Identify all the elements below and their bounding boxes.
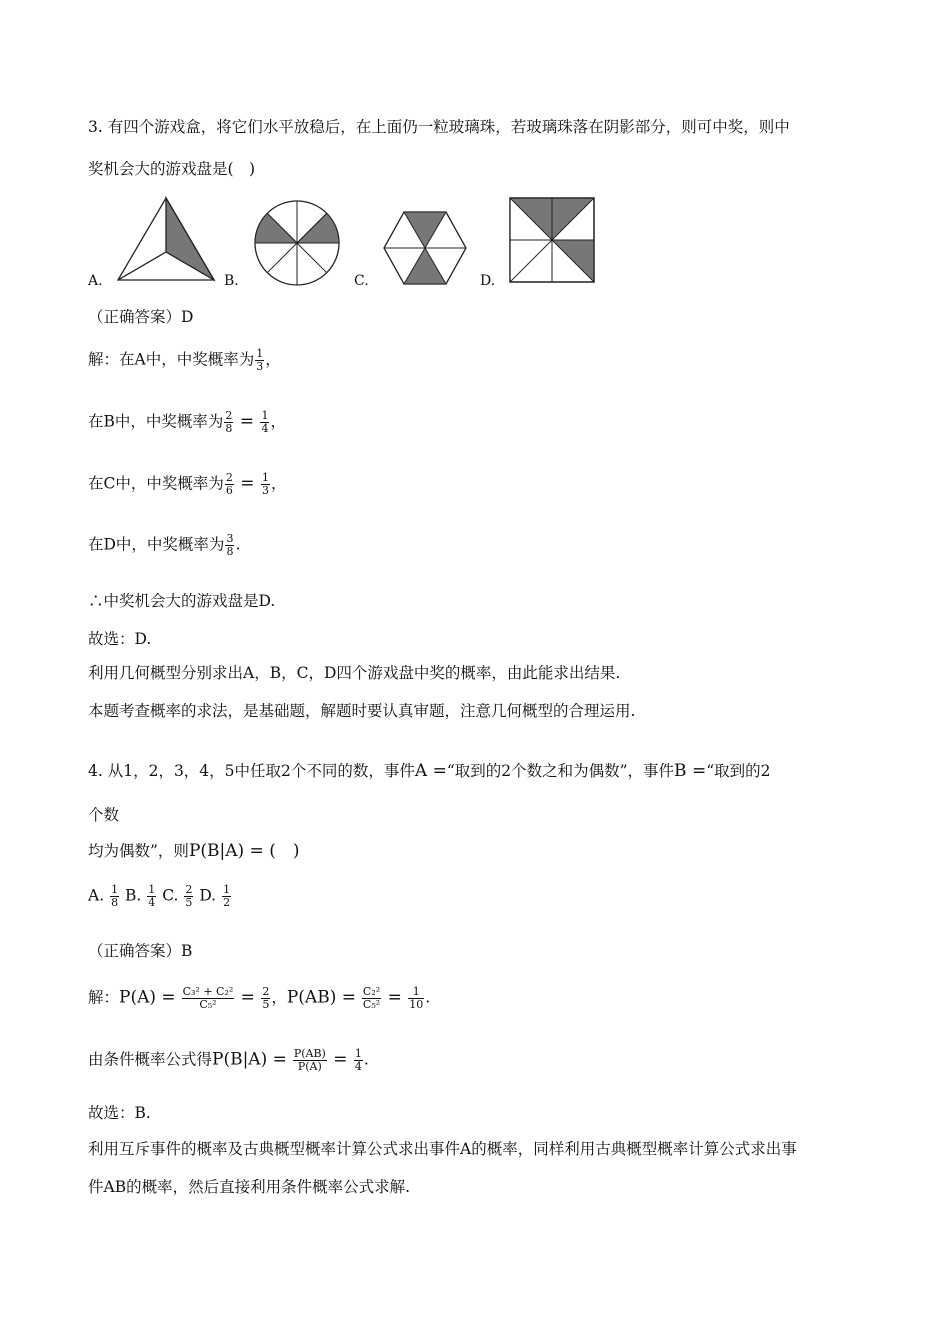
q4-analysis-1: 利用互斥事件的概率及古典概型概率计算公式求出事件A的概率，同样利用古典概型概率计算公式求出事 [88,1140,797,1158]
fraction [110,884,119,909]
circle-game-board [252,198,342,288]
q4-event-b: B = [674,761,707,781]
fraction [261,472,270,497]
q3-solution-d: 在D中，中奖概率为 $\frac{3}{8}$ . [88,532,241,558]
q4-options [88,884,232,909]
fraction [354,1048,363,1073]
fraction-denominator: 6 [225,484,233,497]
q3-solution-b: 在B中，中奖概率为 $\frac{2}{8}$ = $\frac{1}{4}$ ， [88,409,286,435]
fraction-numerator: C₃² + C₂² [182,985,234,998]
fraction [224,410,233,435]
fraction [261,986,270,1011]
fraction-numerator: 2 [225,471,233,484]
fraction-denominator: 10 [409,998,424,1011]
q4-conditional-text: 由条件概率公式得 [88,1050,213,1069]
triangle-game-board [114,194,218,284]
fraction-numerator: 1 [223,883,231,896]
fraction [182,986,235,1011]
fraction [147,884,156,909]
fraction-numerator: 1 [354,1047,362,1060]
q4-option-c-label: C. [162,886,179,905]
fraction-numerator: 1 [412,985,420,998]
fraction-numerator: 1 [261,409,269,422]
q4-option-a-label: A. [88,886,105,905]
q4-stem-line3-math: P(B|A) = ( ) [188,841,300,861]
q4-stem-mid: “取到的2个数之和为偶数”，事件 [446,762,675,780]
q3-option-b-label: B. [224,273,239,289]
q3-solution-c: 在C中，中奖概率为 $\frac{2}{6}$ = $\frac{1}{3}$ ， [88,471,287,497]
q4-pab: P(AB) = [286,987,356,1008]
fraction-numerator: 3 [226,532,234,545]
fraction-numerator: C₂² [362,985,381,998]
q3-solution-c-text: 在C中，中奖概率为 [88,474,224,493]
q3-solution-d-text: 在D中，中奖概率为 [88,535,225,554]
fraction-denominator: 3 [256,360,264,373]
fraction-numerator: 2 [185,883,193,896]
q4-stem-line1 [88,760,770,782]
q3-answer: （正确答案）D [88,308,194,326]
q3-option-a-label: A. [88,273,103,289]
fraction-numerator: 1 [261,471,269,484]
q3-option-d-label: D. [480,273,496,289]
q4-solution: 解：P(A) = $\frac{\text{C₃² + C₂²}}{\text{C₅²}}$ = $\frac{2}{5}$ ，P(AB) = $\frac{\text{C₂²}}{\text{C₅²}}$ = $\frac{1}{10}$ . [88,985,431,1011]
q3-option-c-label: C. [354,273,369,289]
q4-analysis-2: 件AB的概率，然后直接利用条件概率公式求解. [88,1178,411,1196]
q3-analysis-2: 本题考查概率的求法，是基础题，解题时要认真审题，注意几何概型的合理运用. [88,702,636,720]
fraction-denominator: P(A) [293,1060,327,1073]
square-game-board [508,196,596,284]
fraction-numerator: 2 [262,985,270,998]
fraction [408,986,424,1011]
q4-option-b-label: B. [125,886,142,905]
q3-solution-a: 解：在A中，中奖概率为 $\frac{1}{3}$ ， [88,347,281,373]
fraction [222,884,231,909]
fraction-denominator: 8 [111,896,119,909]
q3-analysis-1: 利用几何概型分别求出A，B，C，D四个游戏盘中奖的概率，由此能求出结果. [88,664,621,682]
fraction-denominator: C₅² [182,998,235,1011]
fraction [184,884,193,909]
q4-conditional: 由条件概率公式得P(B|A) = $\frac{P(AB)}{P(A)}$ = $\frac{1}{4}$ . [88,1047,369,1073]
q3-therefore: ∴中奖机会大的游戏盘是D. [88,592,276,610]
fraction-denominator: 5 [185,896,193,909]
q4-option-d-label: D. [199,886,217,905]
fraction-numerator: P(AB) [293,1047,326,1060]
fraction-numerator: 2 [225,409,233,422]
q4-stem-line3-text: 均为偶数”，则 [88,842,189,860]
fraction-numerator: 1 [148,883,156,896]
q3-solution-b-text: 在B中，中奖概率为 [88,412,224,431]
q3-stem-line1: 3. 有四个游戏盒，将它们水平放稳后，在上面仍一粒玻璃珠，若玻璃珠落在阴影部分，则可中奖，则中 [88,118,790,136]
fraction [362,986,381,1011]
fraction-denominator: 8 [226,545,234,558]
q4-event-a: A = [414,761,447,781]
fraction-denominator: 2 [223,896,231,909]
q4-answer: （正确答案）B [88,942,193,960]
fraction-denominator: 3 [261,484,269,497]
q4-stem-line3 [88,840,299,862]
fraction-numerator: 1 [111,883,119,896]
hexagon-game-board [382,210,468,286]
q3-choose: 故选：D. [88,630,152,648]
fraction-denominator: 4 [148,896,156,909]
fraction [255,348,264,373]
fraction-denominator: C₅² [362,998,381,1011]
fraction [293,1048,327,1073]
fraction-denominator: 4 [261,422,269,435]
q4-stem-post: “取到的2 [706,762,771,780]
q3-stem-line2: 奖机会大的游戏盘是( ) [88,160,256,178]
q3-solution-a-text: 解：在A中，中奖概率为 [88,350,255,369]
q4-pa: P(A) = [119,987,176,1008]
q4-choose: 故选：B. [88,1104,151,1122]
fraction [225,533,234,558]
q4-stem-line2: 个数 [88,806,120,824]
fraction-denominator: 8 [225,422,233,435]
q4-solution-label: 解： [88,988,120,1007]
fraction [225,472,234,497]
fraction-denominator: 5 [262,998,270,1011]
q4-stem-pre: 4. 从1，2，3，4，5中任取2个不同的数，事件 [88,762,415,780]
q4-conditional-math: P(B|A) = [212,1049,287,1070]
fraction-numerator: 1 [256,347,264,360]
fraction-denominator: 4 [354,1060,362,1073]
fraction [260,410,269,435]
